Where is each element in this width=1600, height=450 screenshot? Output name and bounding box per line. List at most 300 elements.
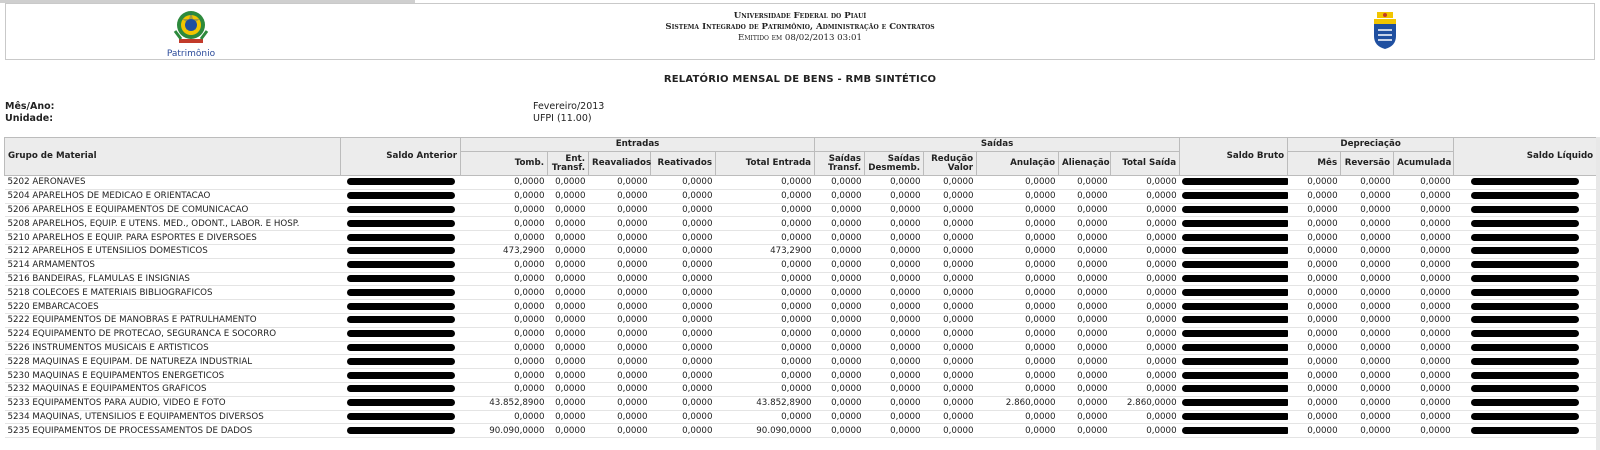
redaction-bar bbox=[1471, 399, 1579, 406]
col-total-saida: Total Saída bbox=[1111, 152, 1180, 176]
alienacao-cell: 0,0000 bbox=[1059, 300, 1111, 314]
total-saida-cell: 0,0000 bbox=[1111, 327, 1180, 341]
grupo-cell: 5218 COLECOES E MATERIAIS BIBLIOGRAFICOS bbox=[5, 286, 341, 300]
ent-transf-cell: 0,0000 bbox=[548, 410, 589, 424]
reducao-valor-cell: 0,0000 bbox=[924, 176, 977, 190]
alienacao-cell: 0,0000 bbox=[1059, 410, 1111, 424]
total-entrada-cell: 0,0000 bbox=[716, 203, 815, 217]
saidas-desmemb-cell: 0,0000 bbox=[865, 327, 924, 341]
saidas-transf-cell: 0,0000 bbox=[815, 313, 865, 327]
saldo-anterior-cell bbox=[341, 300, 461, 314]
saldo-anterior-cell bbox=[341, 355, 461, 369]
alienacao-cell: 0,0000 bbox=[1059, 355, 1111, 369]
anulacao-cell: 0,0000 bbox=[977, 244, 1059, 258]
saidas-desmemb-cell: 0,0000 bbox=[865, 382, 924, 396]
total-entrada-cell: 0,0000 bbox=[716, 355, 815, 369]
mes-cell: 0,0000 bbox=[1288, 258, 1341, 272]
saldo-anterior-cell bbox=[341, 203, 461, 217]
alienacao-cell: 0,0000 bbox=[1059, 217, 1111, 231]
tomb-cell: 0,0000 bbox=[461, 369, 548, 383]
saldo-liquido-cell bbox=[1454, 231, 1597, 245]
saidas-desmemb-cell: 0,0000 bbox=[865, 244, 924, 258]
saldo-anterior-cell bbox=[341, 369, 461, 383]
saldo-anterior-cell bbox=[341, 258, 461, 272]
redaction-bar bbox=[1182, 413, 1288, 420]
tomb-cell: 0,0000 bbox=[461, 355, 548, 369]
reversao-cell: 0,0000 bbox=[1341, 424, 1394, 438]
reativados-cell: 0,0000 bbox=[651, 313, 716, 327]
reavaliados-cell: 0,0000 bbox=[589, 286, 651, 300]
saldo-liquido-cell bbox=[1454, 313, 1597, 327]
tomb-cell: 0,0000 bbox=[461, 203, 548, 217]
saldo-bruto-cell bbox=[1180, 217, 1288, 231]
col-reativados: Reativados bbox=[651, 152, 716, 176]
reducao-valor-cell: 0,0000 bbox=[924, 258, 977, 272]
reversao-cell: 0,0000 bbox=[1341, 203, 1394, 217]
col-reavaliados: Reavaliados bbox=[589, 152, 651, 176]
redaction-bar bbox=[1471, 247, 1579, 254]
total-saida-cell: 0,0000 bbox=[1111, 410, 1180, 424]
col-reversao: Reversão bbox=[1341, 152, 1394, 176]
table-row bbox=[5, 410, 1597, 424]
alienacao-cell: 0,0000 bbox=[1059, 369, 1111, 383]
mes-cell: 0,0000 bbox=[1288, 355, 1341, 369]
saldo-anterior-cell bbox=[341, 313, 461, 327]
acumulada-cell: 0,0000 bbox=[1394, 189, 1454, 203]
reversao-cell: 0,0000 bbox=[1341, 341, 1394, 355]
anulacao-cell: 0,0000 bbox=[977, 369, 1059, 383]
saldo-liquido-cell bbox=[1454, 355, 1597, 369]
redaction-bar bbox=[347, 344, 455, 351]
ent-transf-cell: 0,0000 bbox=[548, 217, 589, 231]
acumulada-cell: 0,0000 bbox=[1394, 272, 1454, 286]
col-tomb: Tomb. bbox=[461, 152, 548, 176]
header-titles bbox=[6, 11, 1594, 44]
saldo-bruto-cell bbox=[1180, 396, 1288, 410]
saldo-bruto-cell bbox=[1180, 327, 1288, 341]
mes-cell: 0,0000 bbox=[1288, 203, 1341, 217]
grupo-cell: 5216 BANDEIRAS, FLAMULAS E INSIGNIAS bbox=[5, 272, 341, 286]
ent-transf-cell: 0,0000 bbox=[548, 327, 589, 341]
reativados-cell: 0,0000 bbox=[651, 327, 716, 341]
saldo-bruto-cell bbox=[1180, 382, 1288, 396]
col-alienacao: Alienação bbox=[1059, 152, 1111, 176]
redaction-bar bbox=[1182, 220, 1288, 227]
reducao-valor-cell: 0,0000 bbox=[924, 341, 977, 355]
ufpi-logo bbox=[1371, 10, 1399, 54]
reversao-cell: 0,0000 bbox=[1341, 313, 1394, 327]
saldo-liquido-cell bbox=[1454, 258, 1597, 272]
tomb-cell: 0,0000 bbox=[461, 341, 548, 355]
group-depreciacao: Depreciação bbox=[1288, 138, 1454, 152]
tomb-cell: 0,0000 bbox=[461, 272, 548, 286]
ent-transf-cell: 0,0000 bbox=[548, 355, 589, 369]
redaction-bar bbox=[347, 220, 455, 227]
tomb-cell: 43.852,8900 bbox=[461, 396, 548, 410]
total-entrada-cell: 90.090,0000 bbox=[716, 424, 815, 438]
reducao-valor-cell: 0,0000 bbox=[924, 327, 977, 341]
total-saida-cell: 0,0000 bbox=[1111, 286, 1180, 300]
saldo-liquido-cell bbox=[1454, 424, 1597, 438]
alienacao-cell: 0,0000 bbox=[1059, 244, 1111, 258]
saldo-liquido-cell bbox=[1454, 244, 1597, 258]
scrollbar[interactable] bbox=[1596, 137, 1600, 450]
redaction-bar bbox=[1471, 372, 1579, 379]
table-row bbox=[5, 313, 1597, 327]
reducao-valor-cell: 0,0000 bbox=[924, 203, 977, 217]
reducao-valor-cell: 0,0000 bbox=[924, 355, 977, 369]
saldo-liquido-cell bbox=[1454, 272, 1597, 286]
redaction-bar bbox=[347, 275, 455, 282]
reducao-valor-cell: 0,0000 bbox=[924, 272, 977, 286]
reativados-cell: 0,0000 bbox=[651, 355, 716, 369]
total-entrada-cell: 0,0000 bbox=[716, 341, 815, 355]
reativados-cell: 0,0000 bbox=[651, 203, 716, 217]
reducao-valor-cell: 0,0000 bbox=[924, 313, 977, 327]
col-mes: Mês bbox=[1288, 152, 1341, 176]
col-anulacao: Anulação bbox=[977, 152, 1059, 176]
redaction-bar bbox=[1182, 344, 1288, 351]
col-total-entrada: Total Entrada bbox=[716, 152, 815, 176]
anulacao-cell: 0,0000 bbox=[977, 217, 1059, 231]
tomb-cell: 473,2900 bbox=[461, 244, 548, 258]
reducao-valor-cell: 0,0000 bbox=[924, 244, 977, 258]
ent-transf-cell: 0,0000 bbox=[548, 272, 589, 286]
saldo-liquido-cell bbox=[1454, 189, 1597, 203]
redaction-bar bbox=[347, 178, 455, 185]
table-row bbox=[5, 424, 1597, 438]
ent-transf-cell: 0,0000 bbox=[548, 203, 589, 217]
reversao-cell: 0,0000 bbox=[1341, 300, 1394, 314]
redaction-bar bbox=[347, 303, 455, 310]
saidas-desmemb-cell: 0,0000 bbox=[865, 189, 924, 203]
reavaliados-cell: 0,0000 bbox=[589, 231, 651, 245]
reativados-cell: 0,0000 bbox=[651, 286, 716, 300]
ent-transf-cell: 0,0000 bbox=[548, 424, 589, 438]
redaction-bar bbox=[347, 413, 455, 420]
grupo-cell: 5214 ARMAMENTOS bbox=[5, 258, 341, 272]
saldo-anterior-cell bbox=[341, 341, 461, 355]
acumulada-cell: 0,0000 bbox=[1394, 203, 1454, 217]
reducao-valor-cell: 0,0000 bbox=[924, 286, 977, 300]
acumulada-cell: 0,0000 bbox=[1394, 341, 1454, 355]
mes-cell: 0,0000 bbox=[1288, 382, 1341, 396]
saidas-transf-cell: 0,0000 bbox=[815, 410, 865, 424]
reavaliados-cell: 0,0000 bbox=[589, 341, 651, 355]
mes-cell: 0,0000 bbox=[1288, 327, 1341, 341]
saidas-desmemb-cell: 0,0000 bbox=[865, 203, 924, 217]
saldo-anterior-cell bbox=[341, 189, 461, 203]
saidas-transf-cell: 0,0000 bbox=[815, 396, 865, 410]
saldo-bruto-cell bbox=[1180, 258, 1288, 272]
mes-cell: 0,0000 bbox=[1288, 341, 1341, 355]
reavaliados-cell: 0,0000 bbox=[589, 369, 651, 383]
saidas-transf-cell: 0,0000 bbox=[815, 231, 865, 245]
ent-transf-cell: 0,0000 bbox=[548, 396, 589, 410]
tomb-cell: 0,0000 bbox=[461, 231, 548, 245]
reversao-cell: 0,0000 bbox=[1341, 244, 1394, 258]
grupo-cell: 5206 APARELHOS E EQUIPAMENTOS DE COMUNICACAO bbox=[5, 203, 341, 217]
reativados-cell: 0,0000 bbox=[651, 217, 716, 231]
reavaliados-cell: 0,0000 bbox=[589, 217, 651, 231]
redaction-bar bbox=[1182, 330, 1288, 337]
reducao-valor-cell: 0,0000 bbox=[924, 231, 977, 245]
redaction-bar bbox=[1471, 289, 1579, 296]
total-saida-cell: 2.860,0000 bbox=[1111, 396, 1180, 410]
anulacao-cell: 2.860,0000 bbox=[977, 396, 1059, 410]
reversao-cell: 0,0000 bbox=[1341, 355, 1394, 369]
anulacao-cell: 0,0000 bbox=[977, 410, 1059, 424]
saldo-liquido-cell bbox=[1454, 327, 1597, 341]
mes-cell: 0,0000 bbox=[1288, 396, 1341, 410]
saidas-transf-cell: 0,0000 bbox=[815, 300, 865, 314]
table-row bbox=[5, 286, 1597, 300]
mes-cell: 0,0000 bbox=[1288, 217, 1341, 231]
acumulada-cell: 0,0000 bbox=[1394, 300, 1454, 314]
ent-transf-cell: 0,0000 bbox=[548, 369, 589, 383]
anulacao-cell: 0,0000 bbox=[977, 327, 1059, 341]
reversao-cell: 0,0000 bbox=[1341, 410, 1394, 424]
alienacao-cell: 0,0000 bbox=[1059, 341, 1111, 355]
saidas-transf-cell: 0,0000 bbox=[815, 327, 865, 341]
redaction-bar bbox=[1471, 303, 1579, 310]
redaction-bar bbox=[347, 289, 455, 296]
reativados-cell: 0,0000 bbox=[651, 231, 716, 245]
saldo-liquido-cell bbox=[1454, 203, 1597, 217]
table-row bbox=[5, 176, 1597, 190]
total-saida-cell: 0,0000 bbox=[1111, 244, 1180, 258]
redaction-bar bbox=[347, 330, 455, 337]
grupo-cell: 5234 MAQUINAS, UTENSILIOS E EQUIPAMENTOS DIVERSOS bbox=[5, 410, 341, 424]
total-entrada-cell: 0,0000 bbox=[716, 327, 815, 341]
acumulada-cell: 0,0000 bbox=[1394, 327, 1454, 341]
redaction-bar bbox=[1182, 261, 1288, 268]
reducao-valor-cell: 0,0000 bbox=[924, 189, 977, 203]
tomb-cell: 0,0000 bbox=[461, 258, 548, 272]
saidas-transf-cell: 0,0000 bbox=[815, 203, 865, 217]
saldo-anterior-cell bbox=[341, 217, 461, 231]
mes-cell: 0,0000 bbox=[1288, 300, 1341, 314]
total-entrada-cell: 0,0000 bbox=[716, 313, 815, 327]
table-row bbox=[5, 203, 1597, 217]
reavaliados-cell: 0,0000 bbox=[589, 189, 651, 203]
saldo-liquido-cell bbox=[1454, 286, 1597, 300]
reativados-cell: 0,0000 bbox=[651, 300, 716, 314]
tomb-cell: 0,0000 bbox=[461, 327, 548, 341]
total-entrada-cell: 0,0000 bbox=[716, 272, 815, 286]
anulacao-cell: 0,0000 bbox=[977, 382, 1059, 396]
saldo-liquido-cell bbox=[1454, 396, 1597, 410]
saidas-desmemb-cell: 0,0000 bbox=[865, 410, 924, 424]
mes-cell: 0,0000 bbox=[1288, 410, 1341, 424]
redaction-bar bbox=[1471, 234, 1579, 241]
table-row bbox=[5, 244, 1597, 258]
anulacao-cell: 0,0000 bbox=[977, 341, 1059, 355]
saldo-bruto-cell bbox=[1180, 176, 1288, 190]
saidas-transf-cell: 0,0000 bbox=[815, 272, 865, 286]
ent-transf-cell: 0,0000 bbox=[548, 313, 589, 327]
saidas-desmemb-cell: 0,0000 bbox=[865, 231, 924, 245]
reavaliados-cell: 0,0000 bbox=[589, 300, 651, 314]
total-saida-cell: 0,0000 bbox=[1111, 272, 1180, 286]
tomb-cell: 0,0000 bbox=[461, 286, 548, 300]
alienacao-cell: 0,0000 bbox=[1059, 258, 1111, 272]
mes-cell: 0,0000 bbox=[1288, 424, 1341, 438]
total-entrada-cell: 0,0000 bbox=[716, 217, 815, 231]
anulacao-cell: 0,0000 bbox=[977, 231, 1059, 245]
total-entrada-cell: 0,0000 bbox=[716, 410, 815, 424]
acumulada-cell: 0,0000 bbox=[1394, 396, 1454, 410]
redaction-bar bbox=[1182, 275, 1288, 282]
reavaliados-cell: 0,0000 bbox=[589, 396, 651, 410]
alienacao-cell: 0,0000 bbox=[1059, 286, 1111, 300]
header-row-groups bbox=[5, 138, 1597, 152]
reducao-valor-cell: 0,0000 bbox=[924, 382, 977, 396]
anulacao-cell: 0,0000 bbox=[977, 258, 1059, 272]
saidas-desmemb-cell: 0,0000 bbox=[865, 313, 924, 327]
unit-label: Unidade: bbox=[5, 113, 53, 124]
col-saidas-transf: Saídas Transf. bbox=[815, 152, 865, 176]
redaction-bar bbox=[1182, 192, 1288, 199]
redaction-bar bbox=[1471, 385, 1579, 392]
total-saida-cell: 0,0000 bbox=[1111, 176, 1180, 190]
grupo-cell: 5210 APARELHOS E EQUIP. PARA ESPORTES E DIVERSOES bbox=[5, 231, 341, 245]
rmb-table-body bbox=[5, 176, 1597, 438]
alienacao-cell: 0,0000 bbox=[1059, 382, 1111, 396]
redaction-bar bbox=[1471, 206, 1579, 213]
saidas-transf-cell: 0,0000 bbox=[815, 382, 865, 396]
total-saida-cell: 0,0000 bbox=[1111, 355, 1180, 369]
ent-transf-cell: 0,0000 bbox=[548, 341, 589, 355]
reversao-cell: 0,0000 bbox=[1341, 382, 1394, 396]
saldo-bruto-cell bbox=[1180, 244, 1288, 258]
mes-cell: 0,0000 bbox=[1288, 189, 1341, 203]
alienacao-cell: 0,0000 bbox=[1059, 424, 1111, 438]
saidas-desmemb-cell: 0,0000 bbox=[865, 355, 924, 369]
total-entrada-cell: 0,0000 bbox=[716, 286, 815, 300]
ent-transf-cell: 0,0000 bbox=[548, 231, 589, 245]
tomb-cell: 0,0000 bbox=[461, 300, 548, 314]
reducao-valor-cell: 0,0000 bbox=[924, 217, 977, 231]
table-row bbox=[5, 382, 1597, 396]
redaction-bar bbox=[1471, 220, 1579, 227]
reducao-valor-cell: 0,0000 bbox=[924, 396, 977, 410]
saidas-desmemb-cell: 0,0000 bbox=[865, 176, 924, 190]
saldo-bruto-cell bbox=[1180, 424, 1288, 438]
saldo-anterior-cell bbox=[341, 327, 461, 341]
alienacao-cell: 0,0000 bbox=[1059, 313, 1111, 327]
saldo-liquido-cell bbox=[1454, 217, 1597, 231]
saldo-anterior-cell bbox=[341, 176, 461, 190]
saldo-liquido-cell bbox=[1454, 176, 1597, 190]
redaction-bar bbox=[1182, 316, 1288, 323]
mes-cell: 0,0000 bbox=[1288, 369, 1341, 383]
table-row bbox=[5, 258, 1597, 272]
reversao-cell: 0,0000 bbox=[1341, 258, 1394, 272]
redaction-bar bbox=[1182, 178, 1288, 185]
total-saida-cell: 0,0000 bbox=[1111, 300, 1180, 314]
redaction-bar bbox=[347, 206, 455, 213]
ent-transf-cell: 0,0000 bbox=[548, 189, 589, 203]
saldo-bruto-cell bbox=[1180, 355, 1288, 369]
redaction-bar bbox=[347, 261, 455, 268]
table-row bbox=[5, 272, 1597, 286]
anulacao-cell: 0,0000 bbox=[977, 189, 1059, 203]
reversao-cell: 0,0000 bbox=[1341, 176, 1394, 190]
reducao-valor-cell: 0,0000 bbox=[924, 424, 977, 438]
saldo-liquido-cell bbox=[1454, 341, 1597, 355]
group-entradas: Entradas bbox=[461, 138, 815, 152]
ent-transf-cell: 0,0000 bbox=[548, 286, 589, 300]
mes-cell: 0,0000 bbox=[1288, 244, 1341, 258]
reativados-cell: 0,0000 bbox=[651, 396, 716, 410]
reativados-cell: 0,0000 bbox=[651, 258, 716, 272]
total-entrada-cell: 43.852,8900 bbox=[716, 396, 815, 410]
redaction-bar bbox=[347, 358, 455, 365]
mes-cell: 0,0000 bbox=[1288, 272, 1341, 286]
redaction-bar bbox=[347, 399, 455, 406]
saldo-bruto-cell bbox=[1180, 313, 1288, 327]
saidas-desmemb-cell: 0,0000 bbox=[865, 396, 924, 410]
acumulada-cell: 0,0000 bbox=[1394, 286, 1454, 300]
grupo-cell: 5212 APARELHOS E UTENSILIOS DOMESTICOS bbox=[5, 244, 341, 258]
total-saida-cell: 0,0000 bbox=[1111, 189, 1180, 203]
redaction-bar bbox=[1182, 247, 1288, 254]
anulacao-cell: 0,0000 bbox=[977, 272, 1059, 286]
meta-month-row bbox=[5, 101, 705, 113]
saldo-anterior-cell bbox=[341, 382, 461, 396]
saldo-liquido-cell bbox=[1454, 300, 1597, 314]
saidas-transf-cell: 0,0000 bbox=[815, 244, 865, 258]
table-row bbox=[5, 231, 1597, 245]
col-saidas-desmemb: Saídas Desmemb. bbox=[865, 152, 924, 176]
mes-cell: 0,0000 bbox=[1288, 176, 1341, 190]
total-entrada-cell: 0,0000 bbox=[716, 258, 815, 272]
tomb-cell: 90.090,0000 bbox=[461, 424, 548, 438]
month-label: Mês/Ano: bbox=[5, 101, 55, 112]
total-saida-cell: 0,0000 bbox=[1111, 231, 1180, 245]
total-entrada-cell: 0,0000 bbox=[716, 369, 815, 383]
redaction-bar bbox=[1182, 358, 1288, 365]
redaction-bar bbox=[1182, 385, 1288, 392]
emitted-date: Emitido em 08/02/2013 03:01 bbox=[738, 33, 862, 43]
saldo-bruto-cell bbox=[1180, 341, 1288, 355]
reavaliados-cell: 0,0000 bbox=[589, 176, 651, 190]
redaction-bar bbox=[1471, 178, 1579, 185]
redaction-bar bbox=[347, 427, 455, 434]
group-saidas: Saídas bbox=[815, 138, 1180, 152]
reversao-cell: 0,0000 bbox=[1341, 189, 1394, 203]
col-grupo: Grupo de Material bbox=[5, 138, 341, 176]
table-row bbox=[5, 300, 1597, 314]
table-row bbox=[5, 355, 1597, 369]
ent-transf-cell: 0,0000 bbox=[548, 258, 589, 272]
table-row bbox=[5, 396, 1597, 410]
total-saida-cell: 0,0000 bbox=[1111, 203, 1180, 217]
saldo-anterior-cell bbox=[341, 231, 461, 245]
alienacao-cell: 0,0000 bbox=[1059, 327, 1111, 341]
reavaliados-cell: 0,0000 bbox=[589, 382, 651, 396]
redaction-bar bbox=[1471, 275, 1579, 282]
table-row bbox=[5, 341, 1597, 355]
reavaliados-cell: 0,0000 bbox=[589, 327, 651, 341]
mes-cell: 0,0000 bbox=[1288, 313, 1341, 327]
reversao-cell: 0,0000 bbox=[1341, 396, 1394, 410]
reativados-cell: 0,0000 bbox=[651, 369, 716, 383]
acumulada-cell: 0,0000 bbox=[1394, 176, 1454, 190]
total-entrada-cell: 0,0000 bbox=[716, 300, 815, 314]
redaction-bar bbox=[347, 192, 455, 199]
